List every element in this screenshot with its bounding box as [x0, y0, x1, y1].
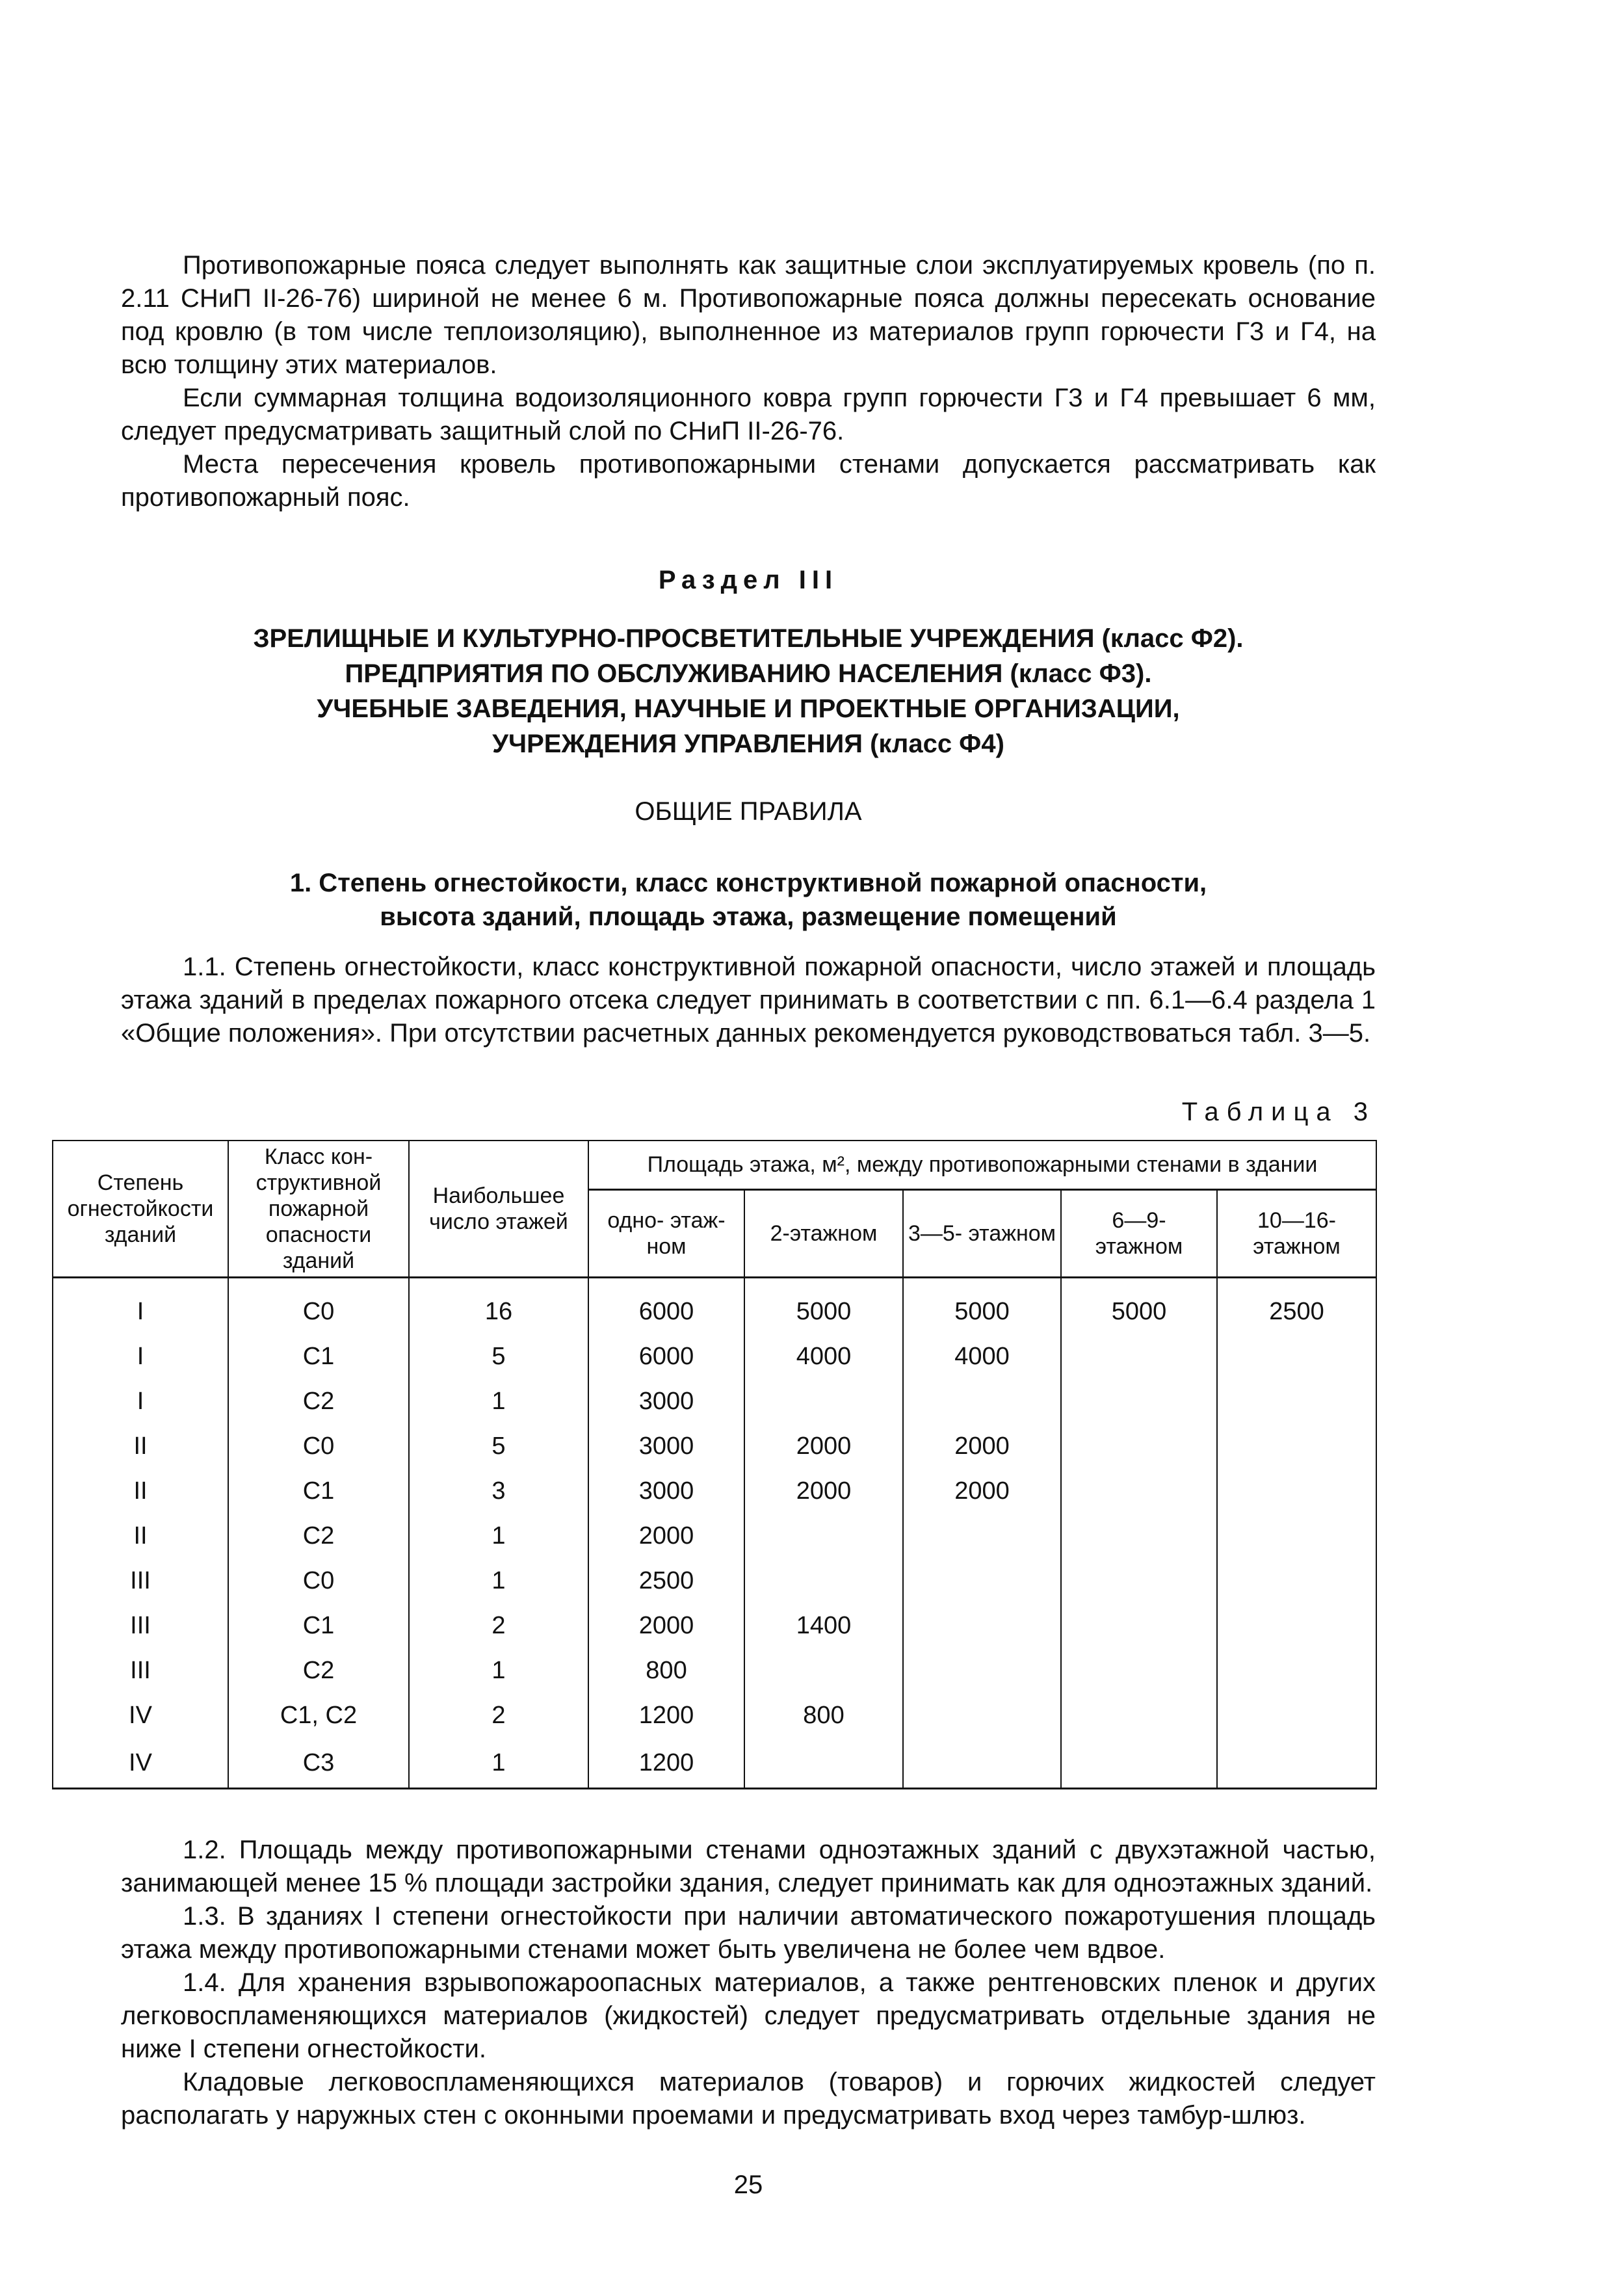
table-cell: 1 [409, 1648, 588, 1693]
table-cell [903, 1559, 1061, 1603]
table-cell: III [53, 1559, 228, 1603]
table-cell [1061, 1559, 1217, 1603]
table-cell: 4000 [903, 1334, 1061, 1379]
general-rules-heading: ОБЩИЕ ПРАВИЛА [635, 797, 862, 826]
section-title-line-2: ПРЕДПРИЯТИЯ ПО ОБСЛУЖИВАНИЮ НАСЕЛЕНИЯ (класс Ф3). [345, 659, 1152, 688]
table-cell [1217, 1738, 1376, 1789]
table-cell [903, 1648, 1061, 1693]
table-cell: 5 [409, 1424, 588, 1469]
after-block [121, 1834, 1376, 2132]
table-cell [903, 1738, 1061, 1789]
table-cell: IV [53, 1693, 228, 1738]
table-cell: II [53, 1514, 228, 1559]
table-cell: 6000 [588, 1334, 744, 1379]
table-row [53, 1334, 1376, 1379]
table-cell: 1 [409, 1559, 588, 1603]
intro-paragraph-3: Места пересечения кровель противопожарными стенами допускается рассматривать как противопожарный пояс. [121, 450, 1376, 512]
table-cell: С0 [228, 1424, 409, 1469]
table-cell: 2000 [588, 1603, 744, 1648]
table-cell: 16 [409, 1278, 588, 1335]
table-cell: 2 [409, 1693, 588, 1738]
section-title-line-3: УЧЕБНЫЕ ЗАВЕДЕНИЯ, НАУЧНЫЕ И ПРОЕКТНЫЕ ОРГАНИЗАЦИИ, [317, 694, 1180, 723]
table-cell: I [53, 1379, 228, 1424]
table-cell [1217, 1693, 1376, 1738]
table-cell [1217, 1648, 1376, 1693]
table-cell: С2 [228, 1648, 409, 1693]
table-cell [1061, 1334, 1217, 1379]
section-title [121, 621, 1376, 761]
table-cell [1061, 1469, 1217, 1514]
table-cell: С1 [228, 1469, 409, 1514]
header-degree: Степень огнестойкости зданий [53, 1141, 228, 1278]
table-cell: 3000 [588, 1424, 744, 1469]
table-cell: 2000 [744, 1424, 903, 1469]
table-cell [1061, 1738, 1217, 1789]
table-cell [1061, 1514, 1217, 1559]
table-label: Таблица 3 [1181, 1098, 1376, 1126]
intro-paragraph-1: Противопожарные пояса следует выполнять как защитные слои эксплуатируемых кровель (по п. 2.11 СНиП II-26-76) шириной не менее 6 м. Противопожарные пояса должны пересекать основание под кровлю (в том числе теплоизоляцию), выполненное из материалов групп горючести Г3 и Г4, на всю толщину этих материалов. [121, 251, 1376, 379]
table-row [53, 1603, 1376, 1648]
header-floor-area: Площадь этажа, м², между противопожарными стенами в здании [588, 1141, 1376, 1189]
table-cell: 3000 [588, 1379, 744, 1424]
table-cell [903, 1603, 1061, 1648]
header-one-storey: одно- этаж- ном [588, 1189, 744, 1277]
table-cell [903, 1379, 1061, 1424]
table-cell: I [53, 1278, 228, 1335]
table-cell: 1200 [588, 1693, 744, 1738]
intro-paragraph-2: Если суммарная толщина водоизоляционного ковра групп горючести Г3 и Г4 превышает 6 мм, следует предусматривать защитный слой по СНиП II-26-76. [121, 384, 1376, 445]
table-cell: 800 [588, 1648, 744, 1693]
table-cell [744, 1648, 903, 1693]
header-6-9-storey: 6—9- этажном [1061, 1189, 1217, 1277]
table-cell: 5 [409, 1334, 588, 1379]
table-cell: 1 [409, 1738, 588, 1789]
table-cell: С1, С2 [228, 1693, 409, 1738]
table-cell [1217, 1603, 1376, 1648]
table-row [53, 1469, 1376, 1514]
table-cell: 5000 [744, 1278, 903, 1335]
table-cell: С0 [228, 1278, 409, 1335]
table-cell: II [53, 1469, 228, 1514]
table-cell [744, 1559, 903, 1603]
paragraph-1-1: 1.1. Степень огнестойкости, класс конструктивной пожарной опасности, число этажей и площадь этажа зданий в пределах пожарного отсека следует принимать в соответствии с пп. 6.1—6.4 раздела 1 «Общие положения». При отсутствии расчетных данных рекомендуется руководствоваться табл. 3—5. [121, 953, 1376, 1048]
table-row [53, 1278, 1376, 1335]
table-row [53, 1648, 1376, 1693]
section-title-line-1: ЗРЕЛИЩНЫЕ И КУЛЬТУРНО-ПРОСВЕТИТЕЛЬНЫЕ УЧРЕЖДЕНИЯ (класс Ф2). [253, 624, 1244, 653]
intro-block [121, 249, 1376, 514]
subsection-title-line-1: 1. Степень огнестойкости, класс конструктивной пожарной опасности, [289, 869, 1207, 897]
header-construction-class: Класс кон- структивной пожарной опасности зданий [228, 1141, 409, 1278]
table-cell: 2000 [903, 1469, 1061, 1514]
table-body [53, 1278, 1376, 1789]
table-cell: 1400 [744, 1603, 903, 1648]
header-two-storey: 2-этажном [744, 1189, 903, 1277]
table-cell [1061, 1603, 1217, 1648]
table-cell [1217, 1379, 1376, 1424]
table-cell: 800 [744, 1693, 903, 1738]
table-cell [744, 1738, 903, 1789]
table-cell: С3 [228, 1738, 409, 1789]
table-row [53, 1738, 1376, 1789]
table-cell: I [53, 1334, 228, 1379]
table-cell: 1200 [588, 1738, 744, 1789]
table-cell [1217, 1334, 1376, 1379]
table-cell: С1 [228, 1603, 409, 1648]
table-cell: 2500 [588, 1559, 744, 1603]
subsection-title-line-2: высота зданий, площадь этажа, размещение помещений [380, 903, 1117, 931]
header-3-5-storey: 3—5- этажном [903, 1189, 1061, 1277]
table-row [53, 1693, 1376, 1738]
table-cell [1217, 1424, 1376, 1469]
table-cell [744, 1514, 903, 1559]
table-cell: С0 [228, 1559, 409, 1603]
para-1-1-block [121, 951, 1376, 1050]
header-10-16-storey: 10—16- этажном [1217, 1189, 1376, 1277]
table-cell: 2000 [744, 1469, 903, 1514]
section-label: Раздел III [658, 566, 839, 594]
table-row [53, 1514, 1376, 1559]
table-cell: 1 [409, 1514, 588, 1559]
table-cell: 2 [409, 1603, 588, 1648]
section-title-line-4: УЧРЕЖДЕНИЯ УПРАВЛЕНИЯ (класс Ф4) [492, 730, 1004, 758]
table-cell [903, 1514, 1061, 1559]
table-cell [903, 1693, 1061, 1738]
subsection-title [121, 866, 1376, 934]
table-cell: С2 [228, 1379, 409, 1424]
table-row [53, 1379, 1376, 1424]
table-cell: II [53, 1424, 228, 1469]
table-cell: 2500 [1217, 1278, 1376, 1335]
table-row [53, 1559, 1376, 1603]
table-cell: IV [53, 1738, 228, 1789]
table-cell [1061, 1379, 1217, 1424]
page-number: 25 [733, 2171, 763, 2199]
table-cell [1217, 1559, 1376, 1603]
paragraph-1-3: 1.3. В зданиях I степени огнестойкости при наличии автоматического пожаротушения площадь этажа между противопожарными стенами может быть увеличена не более чем вдвое. [121, 1902, 1376, 1964]
table-cell: III [53, 1603, 228, 1648]
table-3 [52, 1140, 1377, 1789]
header-max-floors: Наибольшее число этажей [409, 1141, 588, 1278]
table-cell: 1 [409, 1379, 588, 1424]
table-cell: III [53, 1648, 228, 1693]
paragraph-storage: Кладовые легковоспламеняющихся материалов (товаров) и горючих жидкостей следует располагать у наружных стен с оконными проемами и предусматривать вход через тамбур-шлюз. [121, 2068, 1376, 2130]
table-cell [1217, 1469, 1376, 1514]
table-cell: 5000 [903, 1278, 1061, 1335]
table-cell [1061, 1424, 1217, 1469]
paragraph-1-4: 1.4. Для хранения взрывопожароопасных материалов, а также рентгеновских пленок и других легковоспламеняющихся материалов (жидкостей) следует предусматривать отдельные здания не ниже I степени огнестойкости. [121, 1968, 1376, 2063]
table-cell: 3000 [588, 1469, 744, 1514]
table-cell [744, 1379, 903, 1424]
table-cell: 6000 [588, 1278, 744, 1335]
table-cell: 2000 [903, 1424, 1061, 1469]
table-row [53, 1424, 1376, 1469]
table-cell: С1 [228, 1334, 409, 1379]
table-cell: 4000 [744, 1334, 903, 1379]
table-cell [1061, 1648, 1217, 1693]
paragraph-1-2: 1.2. Площадь между противопожарными стенами одноэтажных зданий с двухэтажной частью, занимающей менее 15 % площади застройки здания, следует принимать как для одноэтажных зданий. [121, 1836, 1376, 1897]
table-cell: 2000 [588, 1514, 744, 1559]
table-cell: С2 [228, 1514, 409, 1559]
table-cell: 5000 [1061, 1278, 1217, 1335]
table-cell: 3 [409, 1469, 588, 1514]
table-cell [1217, 1514, 1376, 1559]
table-cell [1061, 1693, 1217, 1738]
